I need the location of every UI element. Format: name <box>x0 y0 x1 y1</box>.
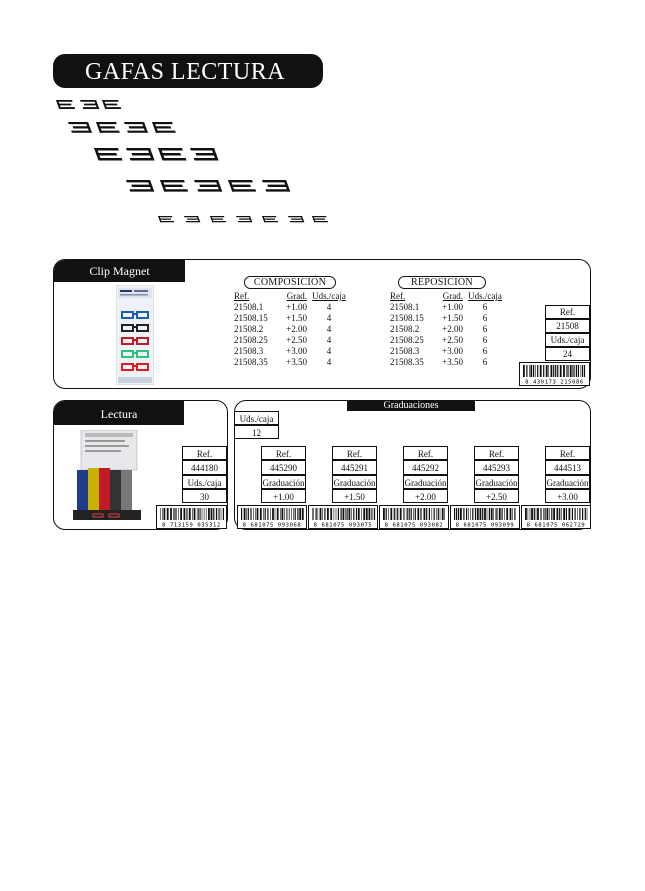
table-cell: +2.50 <box>442 335 463 345</box>
lectura-tab: Lectura <box>54 401 184 425</box>
barcode-number: 8 681075 093099 <box>455 522 515 528</box>
grad-ref-value: 445290 <box>261 460 306 475</box>
barcode-number: 8 681075 093075 <box>313 522 373 528</box>
table-row <box>234 302 349 313</box>
table-cell: 21508.25 <box>234 335 268 345</box>
grad-ref-value: 445291 <box>332 460 377 475</box>
table-cell: 6 <box>482 346 488 356</box>
table-header-cell: Uds./caja <box>312 291 346 301</box>
clip-ref-value: 21508 <box>545 319 590 333</box>
grad-barcode <box>379 505 449 529</box>
table-header-cell: Grad. <box>442 291 463 301</box>
grad-ref-value: 445292 <box>403 460 448 475</box>
table-cell: 4 <box>326 302 332 312</box>
clip-barcode <box>519 362 590 386</box>
grad-graduacion-label: Graduación <box>403 475 448 489</box>
table-header-cell: Grad. <box>286 291 307 301</box>
table-cell: +1.00 <box>442 302 463 312</box>
barcode-number: 8 681075 062729 <box>526 522 586 528</box>
table-cell: 21508.15 <box>234 313 268 323</box>
grad-graduacion-label: Graduación <box>332 475 377 489</box>
table-header-row <box>234 291 349 302</box>
table-cell: 21508.3 <box>234 346 264 356</box>
table-cell: 21508.3 <box>390 346 420 356</box>
grad-graduacion-label: Graduación <box>474 475 519 489</box>
grad-barcode <box>237 505 307 529</box>
table-row <box>390 335 505 346</box>
barcode-number: 8 681075 093082 <box>384 522 444 528</box>
eye-chart-image <box>50 96 340 236</box>
table-row <box>234 313 349 324</box>
table-row <box>234 357 349 368</box>
table-cell: +2.00 <box>442 324 463 334</box>
table-cell: 21508.1 <box>234 302 264 312</box>
page-title: GAFAS LECTURA <box>53 54 323 88</box>
grad-graduacion-value: +2.50 <box>474 489 519 503</box>
table-cell: 6 <box>482 302 488 312</box>
table-cell: 21508.25 <box>390 335 424 345</box>
lectura-display-image <box>73 430 145 522</box>
table-cell: 21508.2 <box>234 324 264 334</box>
table-header-cell: Uds./caja <box>468 291 502 301</box>
table-row <box>390 302 505 313</box>
clip-uds-label: Uds./caja <box>545 333 590 347</box>
table-cell: +3.50 <box>442 357 463 367</box>
grad-ref-label: Ref. <box>545 446 590 460</box>
clip-ref-label: Ref. <box>545 305 590 319</box>
table-cell: 6 <box>482 324 488 334</box>
composicion-title: COMPOSICIÓN <box>244 276 336 289</box>
table-header-cell: Ref. <box>390 291 406 301</box>
table-cell: +3.50 <box>286 357 307 367</box>
barcode-bars <box>451 506 519 528</box>
table-cell: 6 <box>482 335 488 345</box>
grad-graduacion-label: Graduación <box>545 475 590 489</box>
table-cell: +3.00 <box>286 346 307 356</box>
table-cell: 4 <box>326 324 332 334</box>
grad-ref-label: Ref. <box>332 446 377 460</box>
table-cell: 21508.15 <box>390 313 424 323</box>
graduaciones-uds-label: Uds./caja <box>234 411 279 425</box>
table-cell: 4 <box>326 357 332 367</box>
lectura-uds-label: Uds./caja <box>182 475 227 489</box>
table-cell: 21508.35 <box>390 357 424 367</box>
grad-graduacion-value: +1.00 <box>261 489 306 503</box>
lectura-ref-value: 444180 <box>182 460 227 475</box>
table-header-cell: Ref. <box>234 291 250 301</box>
table-cell: 21508.1 <box>390 302 420 312</box>
table-row <box>390 313 505 324</box>
grad-graduacion-value: +2.00 <box>403 489 448 503</box>
grad-graduacion-label: Graduación <box>261 475 306 489</box>
table-cell: 4 <box>326 335 332 345</box>
table-row <box>390 324 505 335</box>
table-cell: +1.00 <box>286 302 307 312</box>
barcode-number: 8 430173 215086 <box>525 379 584 385</box>
table-cell: 21508.2 <box>390 324 420 334</box>
barcode-bars <box>380 506 448 528</box>
table-cell: +1.50 <box>286 313 307 323</box>
lectura-ref-label: Ref. <box>182 446 227 460</box>
barcode-bars <box>520 363 589 385</box>
lectura-barcode <box>156 505 227 529</box>
reposicion-table <box>390 291 505 368</box>
barcode-bars <box>522 506 590 528</box>
table-cell: 4 <box>326 313 332 323</box>
table-cell: 6 <box>482 313 488 323</box>
grad-barcode <box>450 505 520 529</box>
table-row <box>234 335 349 346</box>
table-row <box>390 357 505 368</box>
table-cell: 6 <box>482 357 488 367</box>
table-cell: +1.50 <box>442 313 463 323</box>
table-cell: +2.50 <box>286 335 307 345</box>
table-row <box>234 324 349 335</box>
table-cell: +2.00 <box>286 324 307 334</box>
clip-magnet-display-image <box>116 285 154 385</box>
grad-graduacion-value: +3.00 <box>545 489 590 503</box>
clip-magnet-tab: Clip Magnet <box>54 260 185 282</box>
composicion-table <box>234 291 349 368</box>
grad-graduacion-value: +1.50 <box>332 489 377 503</box>
grad-ref-label: Ref. <box>261 446 306 460</box>
barcode-bars <box>309 506 377 528</box>
grad-ref-label: Ref. <box>403 446 448 460</box>
barcode-bars <box>238 506 306 528</box>
table-row <box>390 346 505 357</box>
reposicion-title: REPOSICIÓN <box>398 276 486 289</box>
barcode-number: 8 681075 093068 <box>242 522 302 528</box>
grad-barcode <box>521 505 591 529</box>
graduaciones-uds-value: 12 <box>234 425 279 439</box>
grad-barcode <box>308 505 378 529</box>
table-cell: +3.00 <box>442 346 463 356</box>
lectura-uds-value: 30 <box>182 489 227 503</box>
grad-ref-label: Ref. <box>474 446 519 460</box>
table-cell: 4 <box>326 346 332 356</box>
barcode-bars <box>157 506 226 528</box>
grad-ref-value: 444513 <box>545 460 590 475</box>
table-cell: 21508.35 <box>234 357 268 367</box>
grad-ref-value: 445293 <box>474 460 519 475</box>
table-row <box>234 346 349 357</box>
table-header-row <box>390 291 505 302</box>
graduaciones-title: Graduaciones <box>347 401 475 411</box>
barcode-number: 8 713159 035312 <box>162 522 221 528</box>
clip-uds-value: 24 <box>545 347 590 361</box>
